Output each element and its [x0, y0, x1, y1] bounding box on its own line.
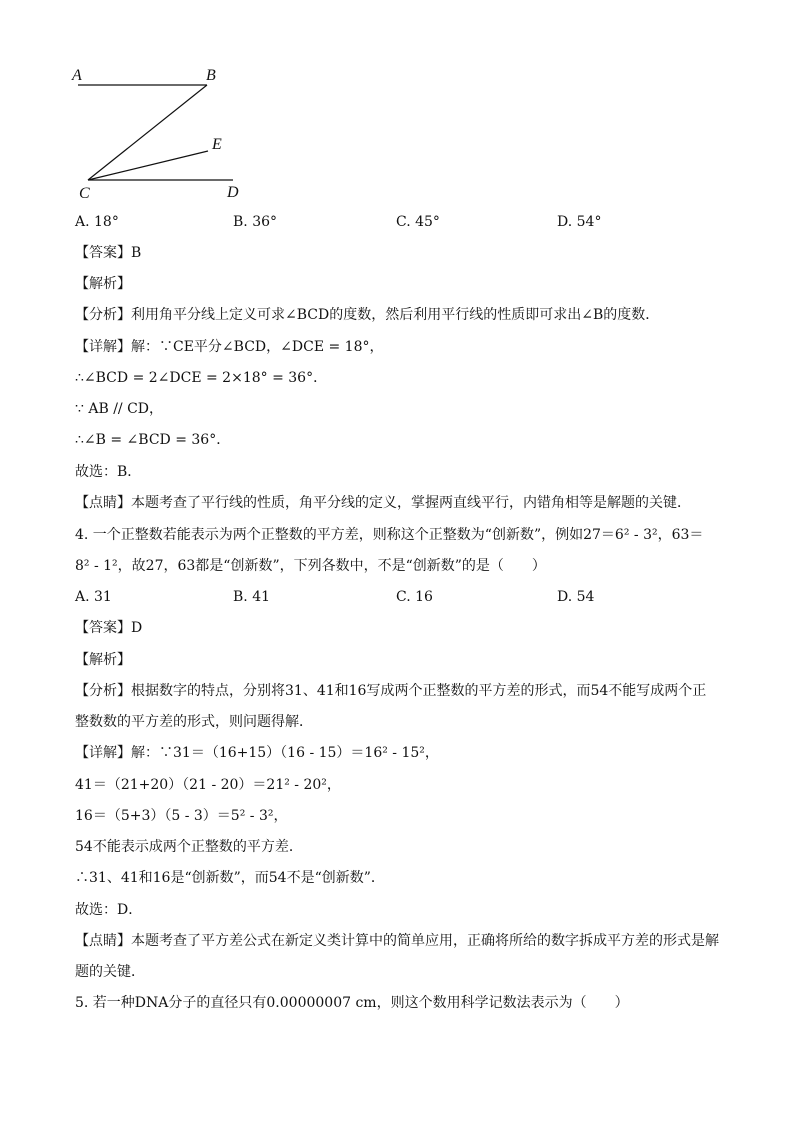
q3-answer: 【答案】B — [75, 245, 142, 261]
q3-step-2: ∵ AB // CD， — [75, 401, 164, 417]
q4-jiexi-heading: 【解析】 — [75, 652, 131, 668]
q4-option-c: C. 16 — [396, 589, 433, 605]
q5-stem: 5. 若一种DNA分子的直径只有0.00000007 cm，则这个数用科学记数法表示为（ ） — [75, 995, 629, 1011]
point-label-c: C — [79, 185, 90, 202]
q4-answer: 【答案】D — [75, 620, 143, 636]
q4-detail: 【详解】解：∵31＝（16+15）（16 - 15）＝16² - 15²， — [75, 745, 439, 761]
q4-analysis-line-1: 【分析】根据数字的特点，分别将31、41和16写成两个正整数的平方差的形式，而54不能写成两个正 — [75, 683, 707, 699]
q4-option-b: B. 41 — [233, 589, 271, 605]
q3-option-a: A. 18° — [75, 214, 119, 230]
q4-comment-line-2: 题的关键． — [75, 964, 145, 980]
q4-comment-line-1: 【点睛】本题考查了平方差公式在新定义类计算中的简单应用，正确将所给的数字拆成平方差的形式是解 — [75, 933, 719, 949]
q4-option-a: A. 31 — [75, 589, 112, 605]
q4-step-4: ∴31、41和16是“创新数”，而54不是“创新数”． — [75, 870, 385, 886]
point-label-b: B — [206, 67, 216, 84]
q4-stem-line-2: 8² - 1²，故27，63都是“创新数”，下列各数中，不是“创新数”的是（ ） — [75, 558, 546, 574]
q3-option-d: D. 54° — [557, 214, 602, 230]
q4-step-3: 54不能表示成两个正整数的平方差． — [75, 839, 303, 855]
point-label-e: E — [212, 136, 222, 153]
q3-jiexi-heading: 【解析】 — [75, 276, 131, 292]
q4-choice: 故选：D． — [75, 902, 143, 918]
q3-analysis: 【分析】利用角平分线上定义可求∠BCD的度数，然后利用平行线的性质即可求出∠B的度数． — [75, 307, 660, 323]
q3-detail: 【详解】解：∵CE平分∠BCD，∠DCE = 18°， — [75, 339, 384, 355]
q4-stem-line-1: 4. 一个正整数若能表示为两个正整数的平方差，则称这个正整数为“创新数”，例如27＝6² - 3²，63＝ — [75, 527, 704, 543]
q3-step-3: ∴∠B = ∠BCD = 36°． — [75, 432, 231, 448]
q3-comment: 【点睛】本题考查了平行线的性质，角平分线的定义，掌握两直线平行，内错角相等是解题的关键． — [75, 495, 691, 511]
q3-step-1: ∴∠BCD = 2∠DCE = 2×18° = 36°． — [75, 370, 328, 386]
q4-option-d: D. 54 — [557, 589, 595, 605]
q3-option-b: B. 36° — [233, 214, 278, 230]
q3-choice: 故选：B． — [75, 464, 142, 480]
q4-step-2: 16＝（5+3）（5 - 3）＝5² - 3²， — [75, 808, 288, 824]
point-label-d: D — [227, 184, 239, 201]
point-label-a: A — [72, 67, 82, 84]
q4-step-1: 41＝（21+20）（21 - 20）＝21² - 20²， — [75, 777, 341, 793]
geometry-figure — [60, 60, 260, 210]
q3-option-c: C. 45° — [396, 214, 440, 230]
q4-analysis-line-2: 整数数的平方差的形式，则问题得解． — [75, 714, 313, 730]
